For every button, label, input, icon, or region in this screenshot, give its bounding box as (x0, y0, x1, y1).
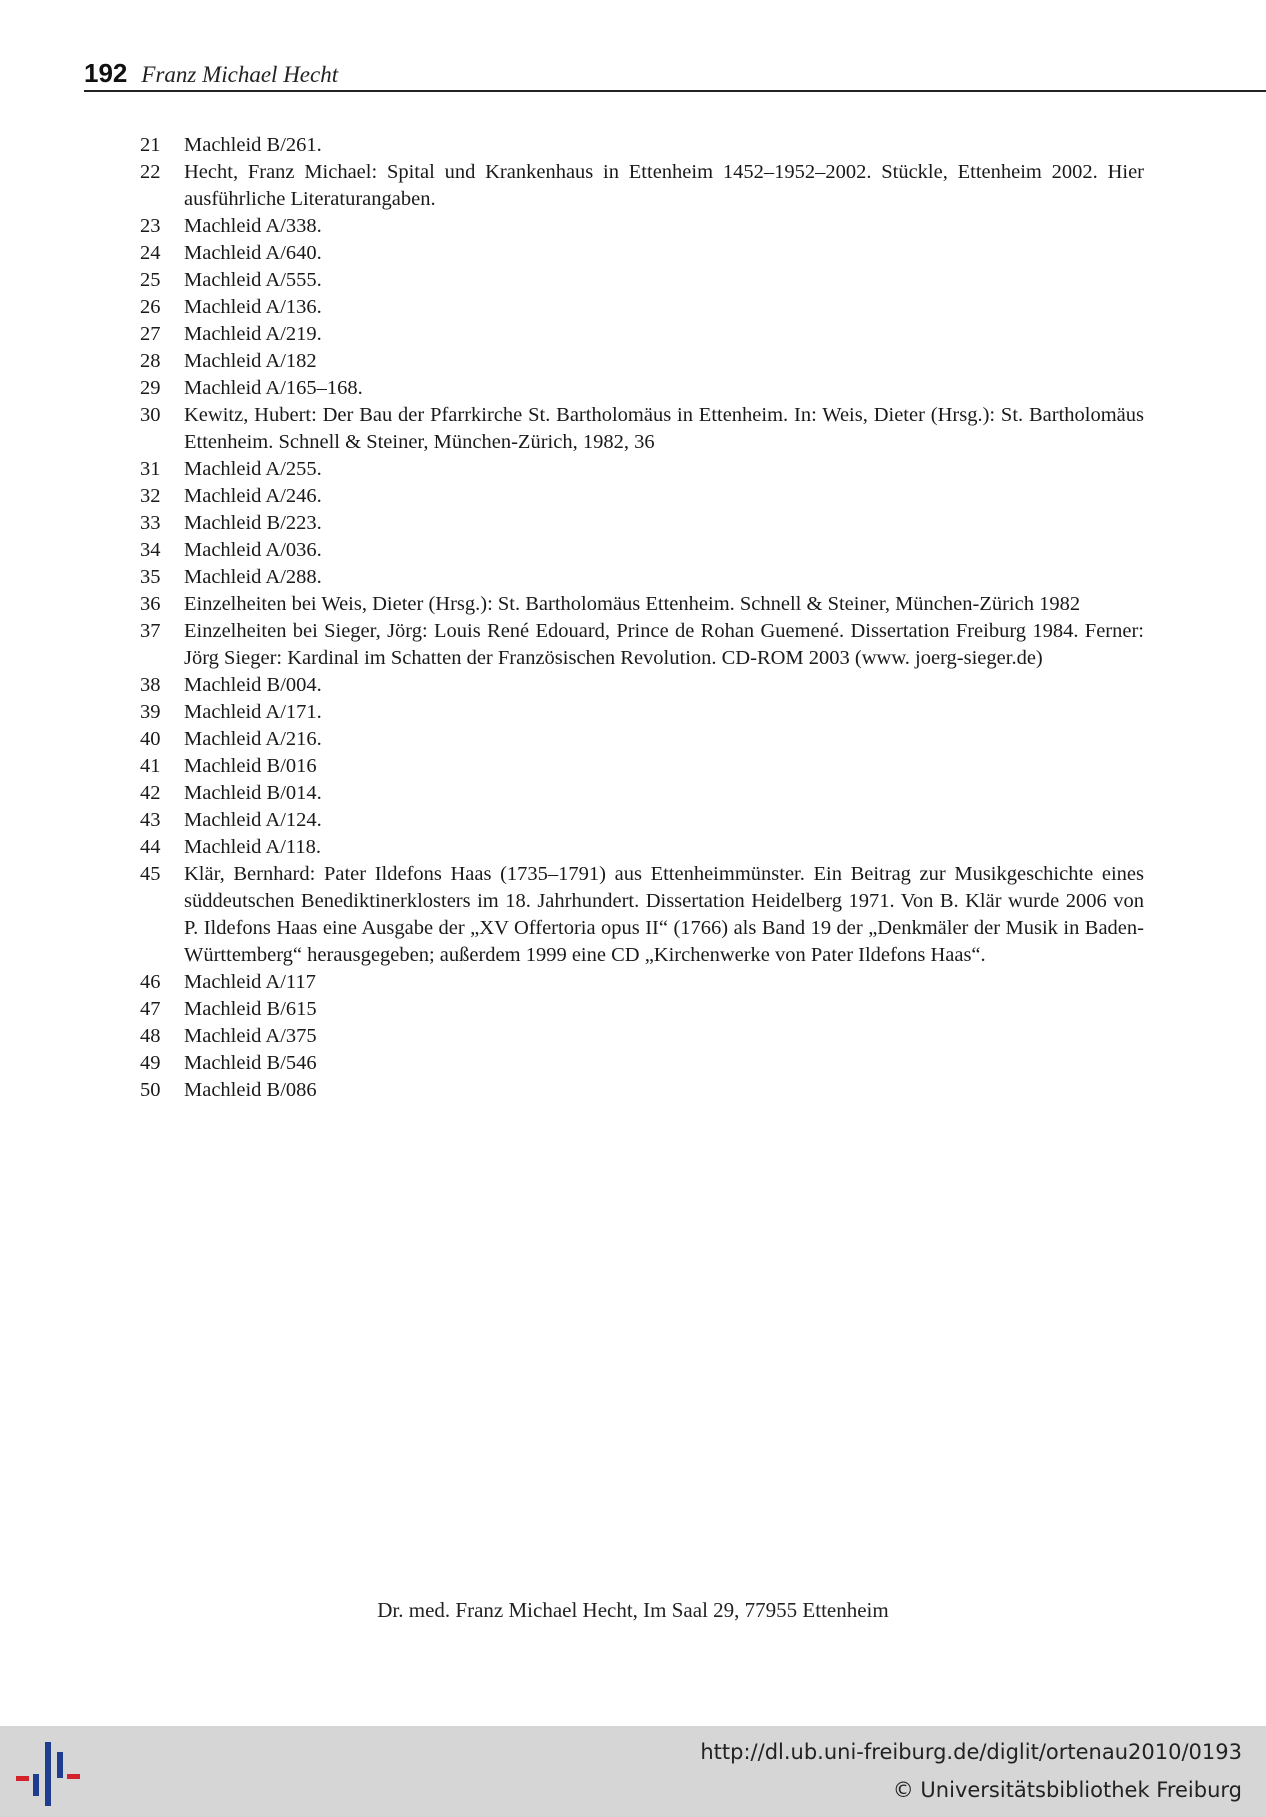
footer-copyright: © Universitätsbibliothek Freiburg (892, 1778, 1242, 1802)
endnote-number: 21 (140, 134, 161, 156)
endnote-item (140, 267, 1144, 294)
endnote-item (140, 564, 1144, 591)
endnotes-list (140, 132, 1144, 1104)
endnote-text: Machleid A/117 (184, 971, 316, 993)
endnote-text: Machleid A/171. (184, 701, 322, 723)
endnote-item (140, 861, 1144, 969)
endnote-number: 28 (140, 350, 161, 372)
endnote-item (140, 1077, 1144, 1104)
endnote-number: 48 (140, 1025, 161, 1047)
endnote-number: 47 (140, 998, 161, 1020)
endnote-text: Machleid A/036. (184, 539, 322, 561)
endnote-number: 36 (140, 593, 161, 615)
endnote-text: Machleid A/246. (184, 485, 322, 507)
endnote-text: Machleid A/219. (184, 323, 322, 345)
endnote-number: 41 (140, 755, 161, 777)
endnote-item (140, 402, 1144, 456)
endnote-item (140, 321, 1144, 348)
endnote-number: 46 (140, 971, 161, 993)
endnote-text: Machleid B/004. (184, 674, 322, 696)
endnote-number: 27 (140, 323, 161, 345)
endnote-text: Machleid A/216. (184, 728, 322, 750)
endnote-number: 45 (140, 863, 161, 885)
endnote-item (140, 807, 1144, 834)
endnote-number: 50 (140, 1079, 161, 1101)
endnote-item (140, 699, 1144, 726)
endnote-number: 32 (140, 485, 161, 507)
endnote-number: 25 (140, 269, 161, 291)
endnote-item (140, 213, 1144, 240)
endnote-item (140, 591, 1144, 618)
endnote-item (140, 726, 1144, 753)
ub-freiburg-logo-icon (14, 1742, 82, 1806)
endnote-text: Einzelheiten bei Sieger, Jörg: Louis René Edouard, Prince de Rohan Guemené. Dissertation Freiburg 1984. Ferner: Jörg Sieger: Kardinal im Schatten der Französischen Revolution. CD-ROM 2003 (www. joerg-sieger.de) (184, 620, 1144, 669)
endnote-text: Machleid A/288. (184, 566, 322, 588)
endnote-number: 29 (140, 377, 161, 399)
endnote-text: Machleid A/375 (184, 1025, 317, 1047)
endnote-text: Machleid B/546 (184, 1052, 317, 1074)
endnote-text: Klär, Bernhard: Pater Ildefons Haas (1735–1791) aus Ettenheimmünster. Ein Beitrag zur Musikgeschichte eines süddeutschen Benediktinerklosters im 18. Jahrhundert. Dissertation Heidelberg 1971. Von B. Klär wurde 2006 von P. Ildefons Haas eine Ausgabe der „XV Offertoria opus II“ (1766) als Band 19 der „Denkmäler der Musik in Baden-Württemberg“ herausgegeben; außerdem 1999 eine CD „Kirchenwerke von Pater Ildefons Haas“. (184, 863, 1144, 966)
endnote-number: 26 (140, 296, 161, 318)
endnote-item (140, 456, 1144, 483)
endnote-number: 23 (140, 215, 161, 237)
footer-url-link[interactable]: http://dl.ub.uni-freiburg.de/diglit/ortenau2010/0193 (700, 1740, 1242, 1764)
endnote-item (140, 240, 1144, 267)
endnote-text: Machleid B/615 (184, 998, 317, 1020)
endnote-item (140, 159, 1144, 213)
endnote-text: Machleid B/016 (184, 755, 317, 777)
endnote-item (140, 1050, 1144, 1077)
endnote-text: Machleid A/165–168. (184, 377, 363, 399)
endnote-item (140, 834, 1144, 861)
endnote-item (140, 375, 1144, 402)
endnote-number: 38 (140, 674, 161, 696)
endnote-item (140, 969, 1144, 996)
endnote-text: Machleid A/136. (184, 296, 322, 318)
endnote-number: 24 (140, 242, 161, 264)
endnote-text: Machleid B/261. (184, 134, 322, 156)
endnote-item (140, 996, 1144, 1023)
endnote-item (140, 537, 1144, 564)
endnote-number: 33 (140, 512, 161, 534)
endnote-text: Machleid A/640. (184, 242, 322, 264)
endnote-text: Machleid A/124. (184, 809, 322, 831)
endnote-text: Machleid B/223. (184, 512, 322, 534)
header-rule (84, 90, 1266, 92)
endnote-text: Machleid A/255. (184, 458, 322, 480)
endnote-item (140, 780, 1144, 807)
endnote-number: 31 (140, 458, 161, 480)
endnote-text: Machleid A/555. (184, 269, 322, 291)
endnote-item (140, 348, 1144, 375)
endnote-item (140, 483, 1144, 510)
endnote-text: Machleid B/014. (184, 782, 322, 804)
endnote-item (140, 132, 1144, 159)
endnote-number: 42 (140, 782, 161, 804)
page-number: 192 (84, 58, 128, 88)
endnote-item (140, 510, 1144, 537)
endnote-item (140, 618, 1144, 672)
endnote-item (140, 1023, 1144, 1050)
endnote-number: 34 (140, 539, 161, 561)
endnote-number: 44 (140, 836, 161, 858)
endnote-text: Kewitz, Hubert: Der Bau der Pfarrkirche St. Bartholomäus in Ettenheim. In: Weis, Dieter (Hrsg.): St. Bartholomäus Ettenheim. Schnell & Steiner, München-Zürich, 1982, 36 (184, 404, 1144, 453)
endnote-text: Hecht, Franz Michael: Spital und Krankenhaus in Ettenheim 1452–1952–2002. Stückle, Ettenheim 2002. Hier ausführliche Literaturangaben. (184, 161, 1144, 210)
endnote-text: Machleid A/118. (184, 836, 322, 858)
author-address: Dr. med. Franz Michael Hecht, Im Saal 29, 77955 Ettenheim (377, 1598, 889, 1622)
endnote-item (140, 753, 1144, 780)
endnote-item (140, 672, 1144, 699)
endnote-number: 22 (140, 161, 161, 183)
endnote-text: Einzelheiten bei Weis, Dieter (Hrsg.): St. Bartholomäus Ettenheim. Schnell & Steiner, München-Zürich 1982 (184, 593, 1081, 615)
library-footer (0, 1726, 1266, 1817)
endnote-item (140, 294, 1144, 321)
endnote-number: 40 (140, 728, 161, 750)
endnote-number: 39 (140, 701, 161, 723)
endnote-number: 49 (140, 1052, 161, 1074)
endnote-number: 30 (140, 404, 161, 426)
running-title: Franz Michael Hecht (141, 62, 339, 87)
endnote-text: Machleid A/338. (184, 215, 322, 237)
endnote-number: 43 (140, 809, 161, 831)
endnote-number: 35 (140, 566, 161, 588)
endnote-text: Machleid A/182 (184, 350, 317, 372)
endnote-number: 37 (140, 620, 161, 642)
endnote-text: Machleid B/086 (184, 1079, 317, 1101)
running-head (84, 58, 338, 90)
